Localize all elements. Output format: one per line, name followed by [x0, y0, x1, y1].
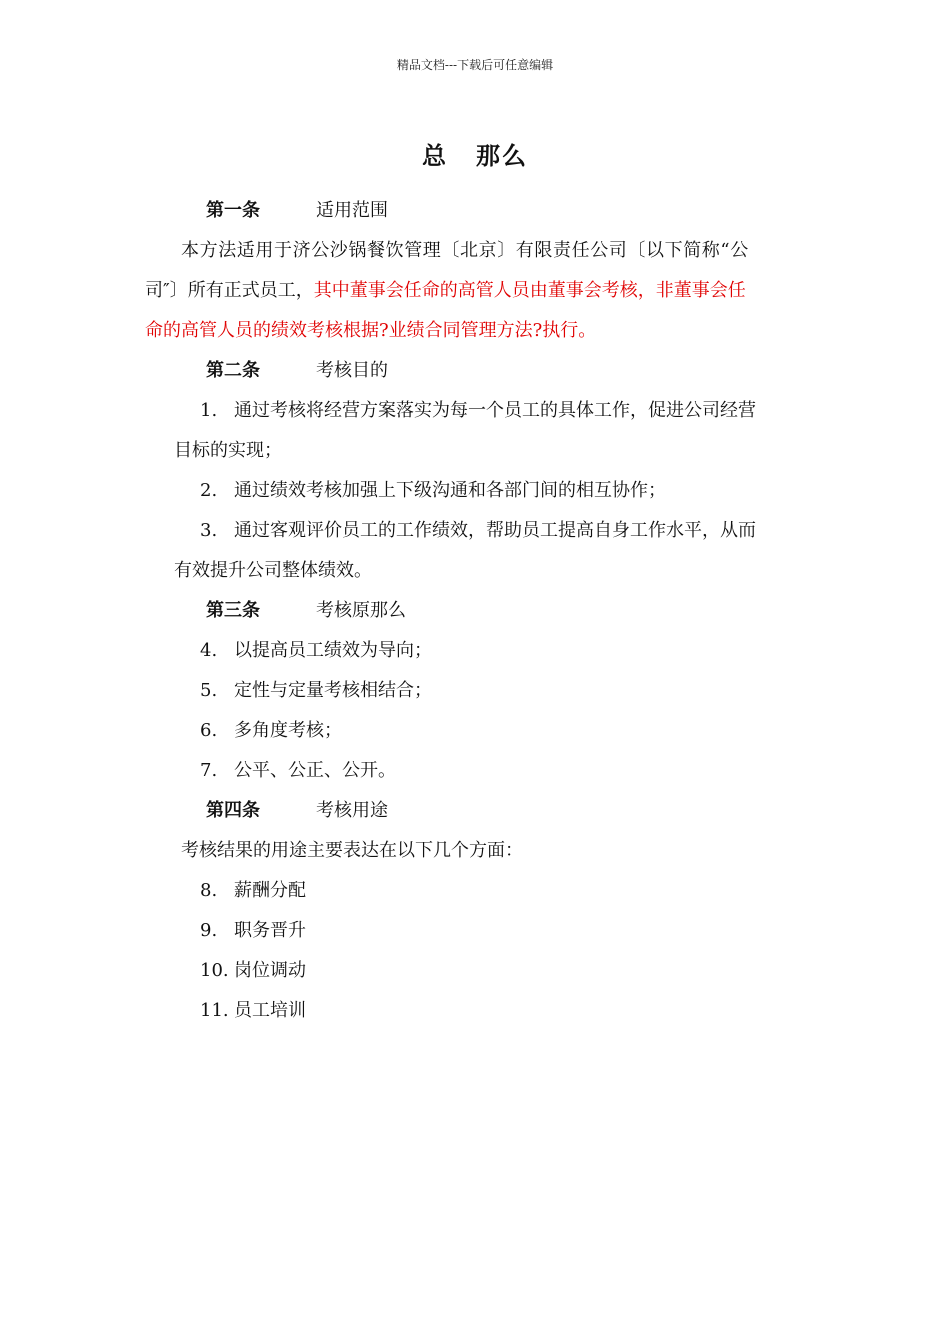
article2-heading: 考核目的: [316, 360, 388, 381]
list-item: [200, 999, 306, 1023]
article1-para-line1: 本方法适用于济公沙锅餐饮管理〔北京〕有限责任公司〔以下简称“公: [181, 240, 749, 261]
item-text: 以提高员工绩效为导向；: [234, 640, 432, 661]
item-text: 职务晋升: [234, 920, 306, 941]
item-text: 员工培训: [234, 1000, 306, 1021]
article1-para-line3: 命的高管人员的绩效考核根据?业绩合同管理方法?执行。: [145, 320, 597, 341]
article1-para-line2-black: 司″〕所有正式员工，: [145, 280, 314, 301]
item-number: 10.: [200, 960, 229, 981]
item-number: 5.: [200, 680, 218, 701]
list-item: [200, 759, 396, 783]
item-number: 9.: [200, 920, 218, 941]
item-text: 岗位调动: [234, 960, 306, 981]
list-item: [200, 519, 756, 543]
article1-para-line2-red: 其中董事会任命的高管人员由董事会考核，非董事会任: [313, 280, 746, 301]
item-number: 1.: [200, 400, 218, 421]
article4-intro: 考核结果的用途主要表达在以下几个方面：: [181, 840, 523, 861]
item-number: 6.: [200, 720, 218, 741]
item-number: 8.: [200, 880, 218, 901]
list-item-continuation: 目标的实现；: [174, 440, 282, 461]
item-number: 3.: [200, 520, 218, 541]
item-text: 多角度考核；: [234, 720, 342, 741]
item-text: 通过考核将经营方案落实为每一个员工的具体工作，促进公司经营: [234, 400, 756, 421]
article2-heading-row: [206, 359, 388, 383]
page-header: 精品文档---下载后可任意编辑: [396, 58, 554, 72]
article3-number: 第三条: [206, 600, 260, 621]
list-item-continuation: 有效提升公司整体绩效。: [174, 560, 372, 581]
title-part-1: 总: [422, 141, 448, 170]
item-number: 4.: [200, 640, 218, 661]
item-text: 公平、公正、公开。: [234, 760, 396, 781]
article2-number: 第二条: [206, 360, 260, 381]
list-item: [200, 919, 306, 943]
list-item: [200, 879, 306, 903]
item-text: 通过绩效考核加强上下级沟通和各部门间的相互协作；: [234, 480, 666, 501]
item-text: 通过客观评价员工的工作绩效，帮助员工提高自身工作水平，从而: [234, 520, 756, 541]
list-item: [200, 959, 306, 983]
article1-heading-row: [206, 199, 388, 223]
document-title: [0, 136, 950, 171]
article1-heading: 适用范围: [316, 200, 388, 221]
article4-heading-row: [206, 799, 388, 823]
list-item: [200, 639, 432, 663]
item-text: 定性与定量考核相结合；: [234, 680, 432, 701]
item-number: 2.: [200, 480, 218, 501]
list-item: [200, 479, 666, 503]
list-item: [200, 399, 756, 423]
article3-heading: 考核原那么: [316, 600, 406, 621]
article1-para-line2: [145, 279, 746, 303]
item-text: 薪酬分配: [234, 880, 306, 901]
article1-number: 第一条: [206, 200, 260, 221]
article3-heading-row: [206, 599, 406, 623]
article4-number: 第四条: [206, 800, 260, 821]
list-item: [200, 679, 432, 703]
title-part-2: 那么: [476, 141, 528, 170]
item-number: 11.: [200, 1000, 229, 1021]
list-item: [200, 719, 342, 743]
item-number: 7.: [200, 760, 218, 781]
article4-heading: 考核用途: [316, 800, 388, 821]
